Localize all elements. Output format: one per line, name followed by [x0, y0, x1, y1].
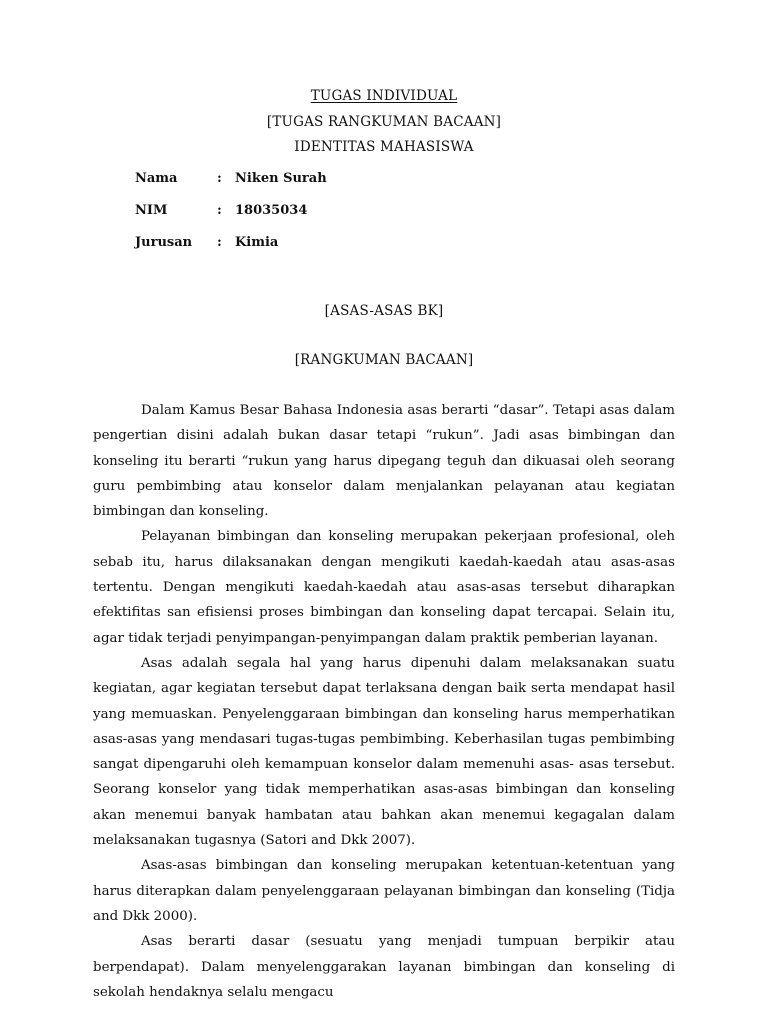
body-text	[93, 398, 675, 1005]
paragraph: Asas berarti dasar (sesuatu yang menjadi tumpuan berpikir atau berpendapat). Dalam menyelenggarakan layanan bimbingan dan konseling di sekolah hendaknya selalu mengacu	[93, 934, 675, 1000]
paragraph: Pelayanan bimbingan dan konseling merupakan pekerjaan profesional, oleh sebab itu, harus dilaksanakan dengan mengikuti kaedah-kaedah atau asas-asas tertentu. Dengan mengikuti kaedah-kaedah atau asas-asas tersebut diharapkan efektifitas san efisiensi proses bimbingan dan konseling dapat tercapai. Selain itu, agar tidak terjadi penyimpangan-penyimpangan dalam praktik pemberian layanan.	[93, 529, 675, 646]
identity-heading: IDENTITAS MAHASISWA	[294, 139, 474, 155]
identity-label: Jurusan	[135, 235, 193, 250]
identity-colon: :	[217, 203, 222, 218]
paragraph: Asas adalah segala hal yang harus dipenuhi dalam melaksanakan suatu kegiatan, agar kegiatan tersebut dapat terlaksana dengan baik serta mendapat hasil yang memuaskan. Penyelenggaraan bimbingan dan konseling harus memperhatikan asas-asas yang mendasari tugas-tugas pembimbing. Keberhasilan tugas pembimbing sangat dipengaruhi oleh kemampuan konselor dalam memenuhi asas- asas tersebut. Seorang konselor yang tidak memperhatikan asas-asas bimbingan dan konseling akan menemui banyak hambatan atau bahkan akan menemui kegagalan dalam melaksanakan tugasnya (Satori and Dkk 2007).	[93, 655, 675, 849]
identity-value: Kimia	[235, 235, 279, 250]
topic-heading: [ASAS-ASAS BK]	[324, 303, 444, 319]
paragraph: Dalam Kamus Besar Bahasa Indonesia asas berarti “dasar”. Tetapi asas dalam pengertian disini adalah bukan dasar tetapi “rukun”. Jadi asas bimbingan dan konseling itu berarti “rukun yang harus dipegang teguh dan dikuasai oleh seorang guru pembimbing atau konselor dalam menjalankan pelayanan atau kegiatan bimbingan dan konseling.	[93, 403, 675, 520]
identity-value: 18035034	[235, 203, 308, 218]
identity-colon: :	[217, 171, 222, 186]
document-subtitle: [TUGAS RANGKUMAN BACAAN]	[266, 114, 502, 130]
identity-colon: :	[217, 235, 222, 250]
summary-heading: [RANGKUMAN BACAAN]	[294, 352, 474, 368]
paragraph: Asas-asas bimbingan dan konseling merupakan ketentuan-ketentuan yang harus diterapkan dalam penyelenggaraan pelayanan bimbingan dan konseling (Tidja and Dkk 2000).	[93, 858, 675, 924]
document-title: TUGAS INDIVIDUAL	[310, 88, 458, 104]
identity-label: Nama	[135, 171, 178, 186]
identity-value: Niken Surah	[235, 171, 327, 186]
identity-label: NIM	[135, 203, 168, 218]
